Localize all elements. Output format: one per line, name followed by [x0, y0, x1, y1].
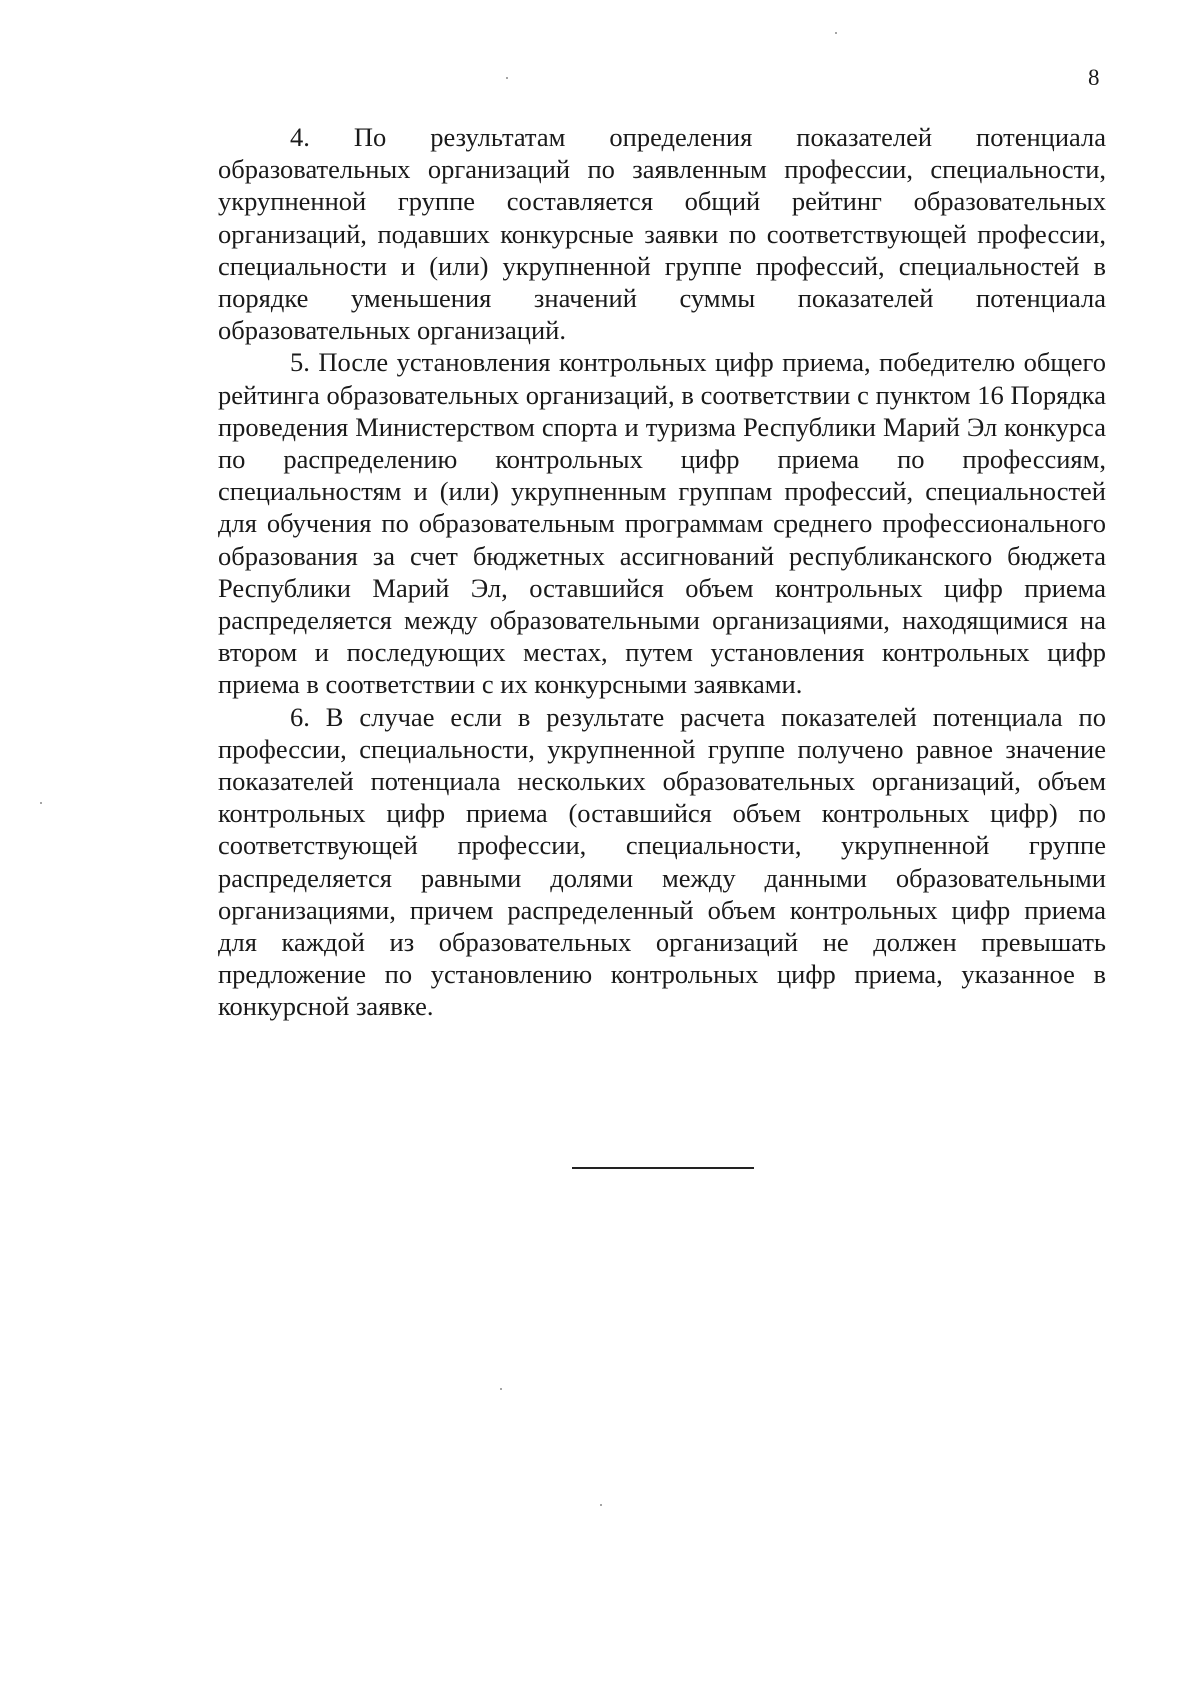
scan-speck — [500, 1388, 502, 1390]
document-body — [218, 121, 1106, 1023]
paragraph-6: 6. В случае если в результате расчета показателей потенциала по профессии, специальности, укрупненной группе получено равное значение показателей потенциала нескольких образовательных организаций, объем контрольных цифр приема (оставшийся объем контрольных цифр) по соответствующей профессии, специальности, укрупненной группе распределяется равными долями между данными образовательными организациями, причем распределенный объем контрольных цифр приема для каждой из образовательных организаций не должен превышать предложение по установлению контрольных цифр приема, указанное в конкурсной заявке. — [218, 701, 1106, 1022]
scan-speck — [600, 1504, 602, 1506]
scan-speck — [835, 32, 837, 34]
paragraph-4: 4. По результатам определения показателей потенциала образовательных организаций по заявленным профессии, специальности, укрупненной группе составляется общий рейтинг образовательных организаций, подавших конкурсные заявки по соответствующей профессии, специальности и (или) укрупненной группе профессий, специальностей в порядке уменьшения значений суммы показателей потенциала образовательных организаций. — [218, 122, 1106, 346]
paragraph-5: 5. После установления контрольных цифр приема, победителю общего рейтинга образовательных организаций, в соответствии с пунктом 16 Порядка проведения Министерством спорта и туризма Республики Марий Эл конкурса по распределению контрольных цифр приема по профессиям, специальностям и (или) укрупненным группам профессий, специальностей для обучения по образовательным программам среднего профессионального образования за счет бюджетных ассигнований республиканского бюджета Республики Марий Эл, оставшийся объем контрольных цифр приема распределяется между образовательными организациями, находящимися на втором и последующих местах, путем установления контрольных цифр приема в соответствии с их конкурсными заявками. — [218, 347, 1106, 700]
end-of-text-rule — [572, 1167, 754, 1169]
scan-speck — [506, 77, 508, 79]
page-number: 8 — [1088, 65, 1100, 90]
scan-speck — [40, 802, 42, 804]
